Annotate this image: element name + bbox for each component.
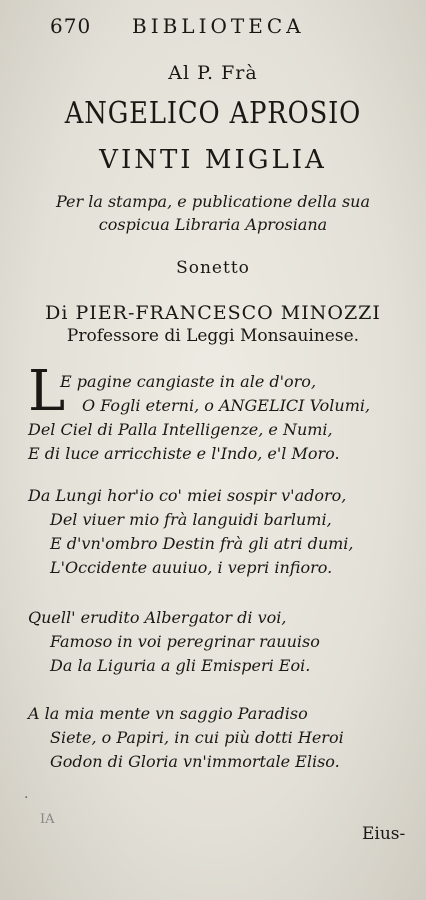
stanza-1: [60, 370, 420, 418]
verse-line: Del viuer mio frà languidi barlumi,: [50, 510, 332, 529]
page-header: [50, 14, 410, 44]
drop-cap: L: [28, 359, 66, 424]
signature-mark: IA: [40, 812, 55, 827]
verse-line: E di luce arricchiste e l'Indo, e'l Moro.: [28, 444, 340, 463]
catchword: Eius-: [362, 824, 406, 844]
verse-line: Quell' erudito Albergator di voi,: [28, 608, 287, 627]
verse-line: L'Occidente auuiuo, i vepri infioro.: [50, 558, 333, 577]
author-title: Professore di Leggi Monsauinese.: [66, 326, 360, 346]
verse-line: Del Ciel di Palla Intelligenze, e Numi,: [28, 420, 333, 439]
author-name: Di PIER-FRANCESCO MINOZZI: [45, 302, 381, 324]
printer-mark: ·: [24, 790, 29, 806]
verse-line: E pagine cangiaste in ale d'oro,: [60, 372, 317, 391]
dedicatee-place: VINTI MIGLIA: [99, 145, 327, 175]
dedicatee-name: ANGELICO APROSIO: [64, 96, 362, 131]
stanza-4: [28, 702, 418, 774]
verse-line: A la mia mente vn saggio Paradiso: [28, 704, 308, 723]
verse-line: Siete, o Papiri, in cui più dotti Heroi: [50, 728, 344, 747]
dedication-occasion: [0, 190, 426, 236]
stanza-3: [28, 606, 418, 678]
verse-line: O Fogli eterni, o ANGELICI Volumi,: [82, 396, 371, 415]
stanza-2: [28, 484, 418, 580]
dedication-line-1: Al P. Frà: [168, 62, 258, 84]
page-number: 670: [50, 14, 92, 38]
verse-line: Da la Liguria a gli Emisperi Eoi.: [50, 656, 311, 675]
occasion-line-2: cospicua Libraria Aprosiana: [98, 215, 328, 234]
poem-title: Sonetto: [176, 258, 250, 278]
verse-line: Godon di Gloria vn'immortale Eliso.: [50, 752, 340, 771]
verse-line: Famoso in voi peregrinar rauuiso: [50, 632, 320, 651]
verse-line: E d'vn'ombro Destin frà gli atri dumi,: [50, 534, 354, 553]
stanza-1-cont: [28, 418, 418, 466]
verse-line: Da Lungi hor'io co' miei sospir v'adoro,: [28, 486, 347, 505]
running-head: BIBLIOTECA: [132, 14, 305, 38]
occasion-line-1: Per la stampa, e publicatione della sua: [55, 192, 371, 211]
